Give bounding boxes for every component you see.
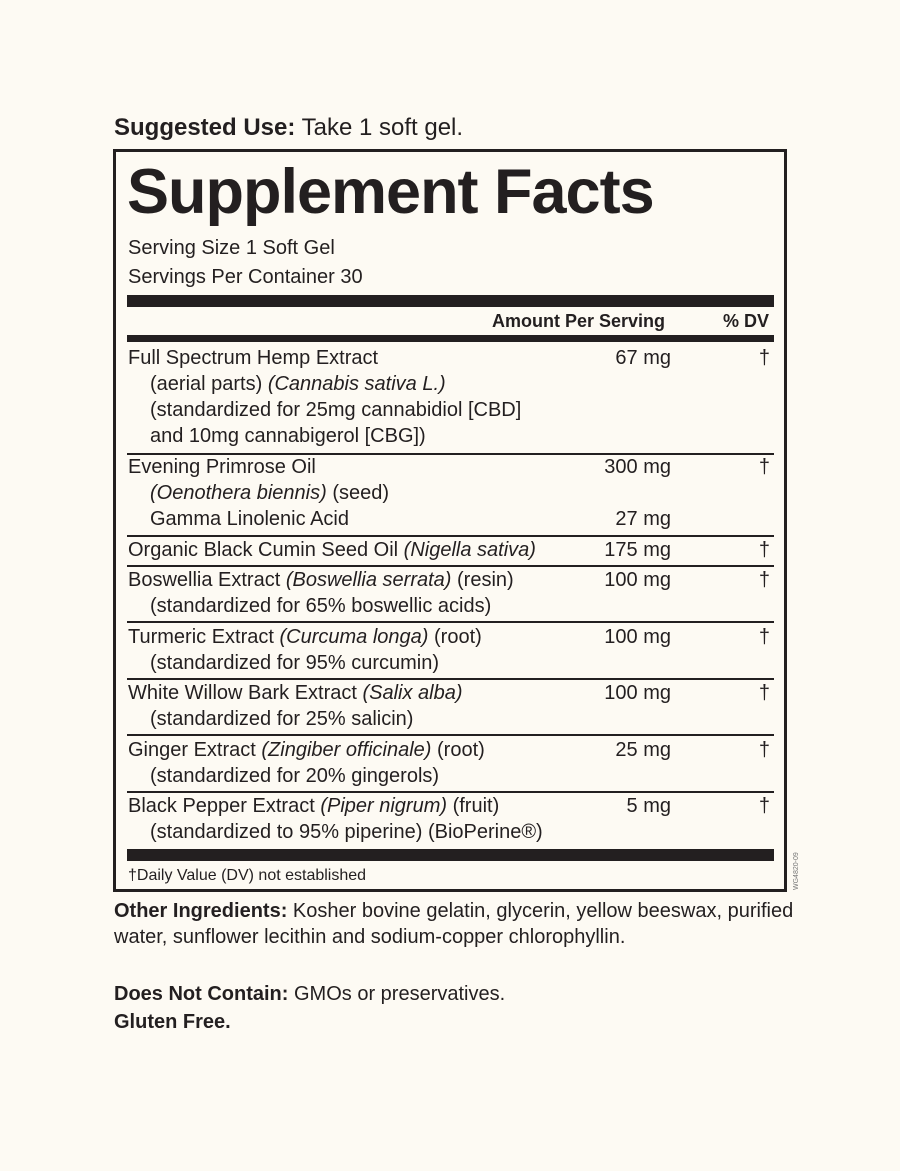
header-dv: % DV [722, 311, 769, 331]
does-not-contain-text: GMOs or preservatives. [288, 983, 506, 1005]
ingredient-detail: and 10mg cannabigerol [CBG]) [150, 425, 426, 447]
does-not-contain [114, 981, 505, 1007]
ingredient-name: Full Spectrum Hemp Extract [128, 347, 379, 369]
ingredient-amount: 67 mg [615, 347, 671, 369]
ingredient-dv: † [758, 626, 770, 648]
name-part: (fruit) [447, 795, 500, 817]
ingredient-amount: 25 mg [615, 739, 671, 761]
sub-ingredient-amount: 27 mg [615, 508, 671, 530]
latin-name: (Zingiber officinale) [261, 739, 432, 761]
panel-title: Supplement Facts [127, 157, 654, 227]
suggested-use-label: Suggested Use: [114, 114, 296, 141]
ingredient-detail: (standardized to 95% piperine) (BioPerine®) [150, 821, 543, 843]
ingredient-dv: † [758, 347, 770, 369]
ingredient-detail: (standardized for 25mg cannabidiol [CBD] [150, 399, 522, 421]
ingredient-amount: 100 mg [604, 569, 671, 591]
sub-ingredient-name: Gamma Linolenic Acid [150, 508, 349, 530]
suggested-use [114, 114, 463, 142]
ingredient-dv: † [758, 682, 770, 704]
other-ingredients-label: Other Ingredients: [114, 900, 288, 922]
does-not-contain-label: Does Not Contain: [114, 983, 289, 1005]
ingredient-name [128, 680, 463, 706]
latin-name: (Curcuma longa) [279, 626, 429, 648]
ingredient-amount: 5 mg [626, 795, 671, 817]
ingredient-dv: † [758, 739, 770, 761]
ingredient-detail: (standardized for 65% boswellic acids) [150, 595, 492, 617]
ingredient-amount: 100 mg [604, 682, 671, 704]
name-text: Black Pepper Extract [128, 795, 321, 817]
ingredient-name [128, 624, 482, 650]
name-part: (root) [431, 739, 485, 761]
name-part: (root) [428, 626, 482, 648]
thick-divider-top [127, 295, 774, 307]
supplement-facts-panel [113, 149, 787, 892]
servings-per-container: Servings Per Container 30 [128, 266, 363, 288]
ingredient-detail [150, 371, 446, 397]
ingredient-amount: 300 mg [604, 456, 671, 478]
thick-divider-header [127, 335, 774, 342]
other-ingredients [114, 898, 794, 950]
ingredient-dv: † [758, 795, 770, 817]
other-ingredients-text: Kosher bovine gelatin, glycerin, yellow beeswax, purified water, sunflower lecithin and sodium-copper chlorophyllin. [114, 900, 794, 948]
name-text: Organic Black Cumin Seed Oil [128, 539, 404, 561]
detail-text: (seed) [326, 482, 390, 504]
ingredient-name: Evening Primrose Oil [128, 456, 316, 478]
footnote: †Daily Value (DV) not established [128, 867, 367, 884]
product-code: WG4820-09 [793, 852, 800, 890]
latin-name: (Cannabis sativa L.) [267, 373, 446, 395]
ingredient-dv: † [758, 456, 770, 478]
row-divider [127, 621, 774, 623]
ingredient-amount: 175 mg [604, 539, 671, 561]
ingredient-detail [150, 480, 389, 506]
name-part: (resin) [451, 569, 514, 591]
name-text: Turmeric Extract [128, 626, 280, 648]
ingredient-name [128, 793, 499, 819]
ingredient-name [128, 737, 485, 763]
thick-divider-bottom [127, 849, 774, 861]
gluten-free: Gluten Free. [114, 1011, 231, 1033]
name-text: Boswellia Extract [128, 569, 286, 591]
name-text: White Willow Bark Extract [128, 682, 363, 704]
ingredient-name [128, 567, 514, 593]
ingredient-dv: † [758, 569, 770, 591]
ingredient-dv: † [758, 539, 770, 561]
latin-name: (Boswellia serrata) [285, 569, 452, 591]
name-text: Ginger Extract [128, 739, 262, 761]
latin-name: (Oenothera biennis) [150, 482, 327, 504]
latin-name: (Nigella sativa) [403, 539, 536, 561]
ingredient-amount: 100 mg [604, 626, 671, 648]
header-amount: Amount Per Serving [491, 311, 665, 331]
row-divider [127, 734, 774, 736]
latin-name: (Salix alba) [362, 682, 463, 704]
latin-name: (Piper nigrum) [320, 795, 448, 817]
suggested-use-text: Take 1 soft gel. [295, 114, 464, 141]
ingredient-detail: (standardized for 20% gingerols) [150, 765, 440, 787]
detail-text: (aerial parts) [150, 373, 268, 395]
ingredient-detail: (standardized for 95% curcumin) [150, 652, 440, 674]
ingredient-detail: (standardized for 25% salicin) [150, 708, 414, 730]
ingredient-name [128, 537, 536, 563]
serving-size: Serving Size 1 Soft Gel [128, 237, 335, 259]
